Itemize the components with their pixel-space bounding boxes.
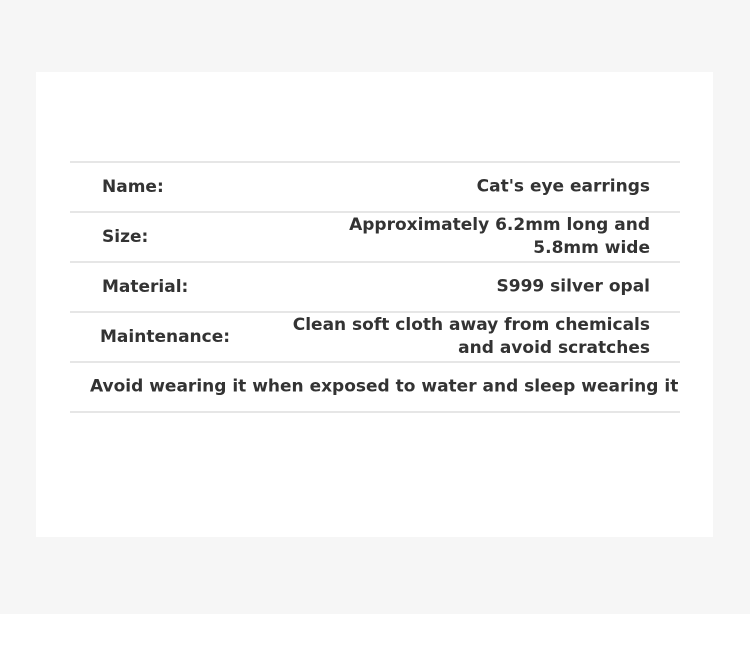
spec-value-maintenance: Clean soft cloth away from chemicals and avoid scratches xyxy=(292,315,650,358)
spec-value-size: Approximately 6.2mm long and 5.8mm wide xyxy=(349,215,650,258)
spec-row-note xyxy=(70,363,680,413)
spec-table xyxy=(70,161,680,413)
spec-label-name: Name: xyxy=(102,177,164,197)
spec-row-material xyxy=(70,263,680,313)
spec-value-material: S999 silver opal xyxy=(496,276,650,297)
spec-row-size xyxy=(70,213,680,263)
spec-label-size: Size: xyxy=(102,227,149,247)
product-spec-card xyxy=(36,72,713,537)
spec-value-name: Cat's eye earrings xyxy=(476,176,650,197)
spec-row-name xyxy=(70,163,680,213)
spec-note: Avoid wearing it when exposed to water and sleep wearing it xyxy=(90,376,679,397)
spec-label-maintenance: Maintenance: xyxy=(100,327,231,347)
page-footer-band xyxy=(0,614,750,656)
spec-label-material: Material: xyxy=(102,277,189,297)
spec-row-maintenance xyxy=(70,313,680,363)
